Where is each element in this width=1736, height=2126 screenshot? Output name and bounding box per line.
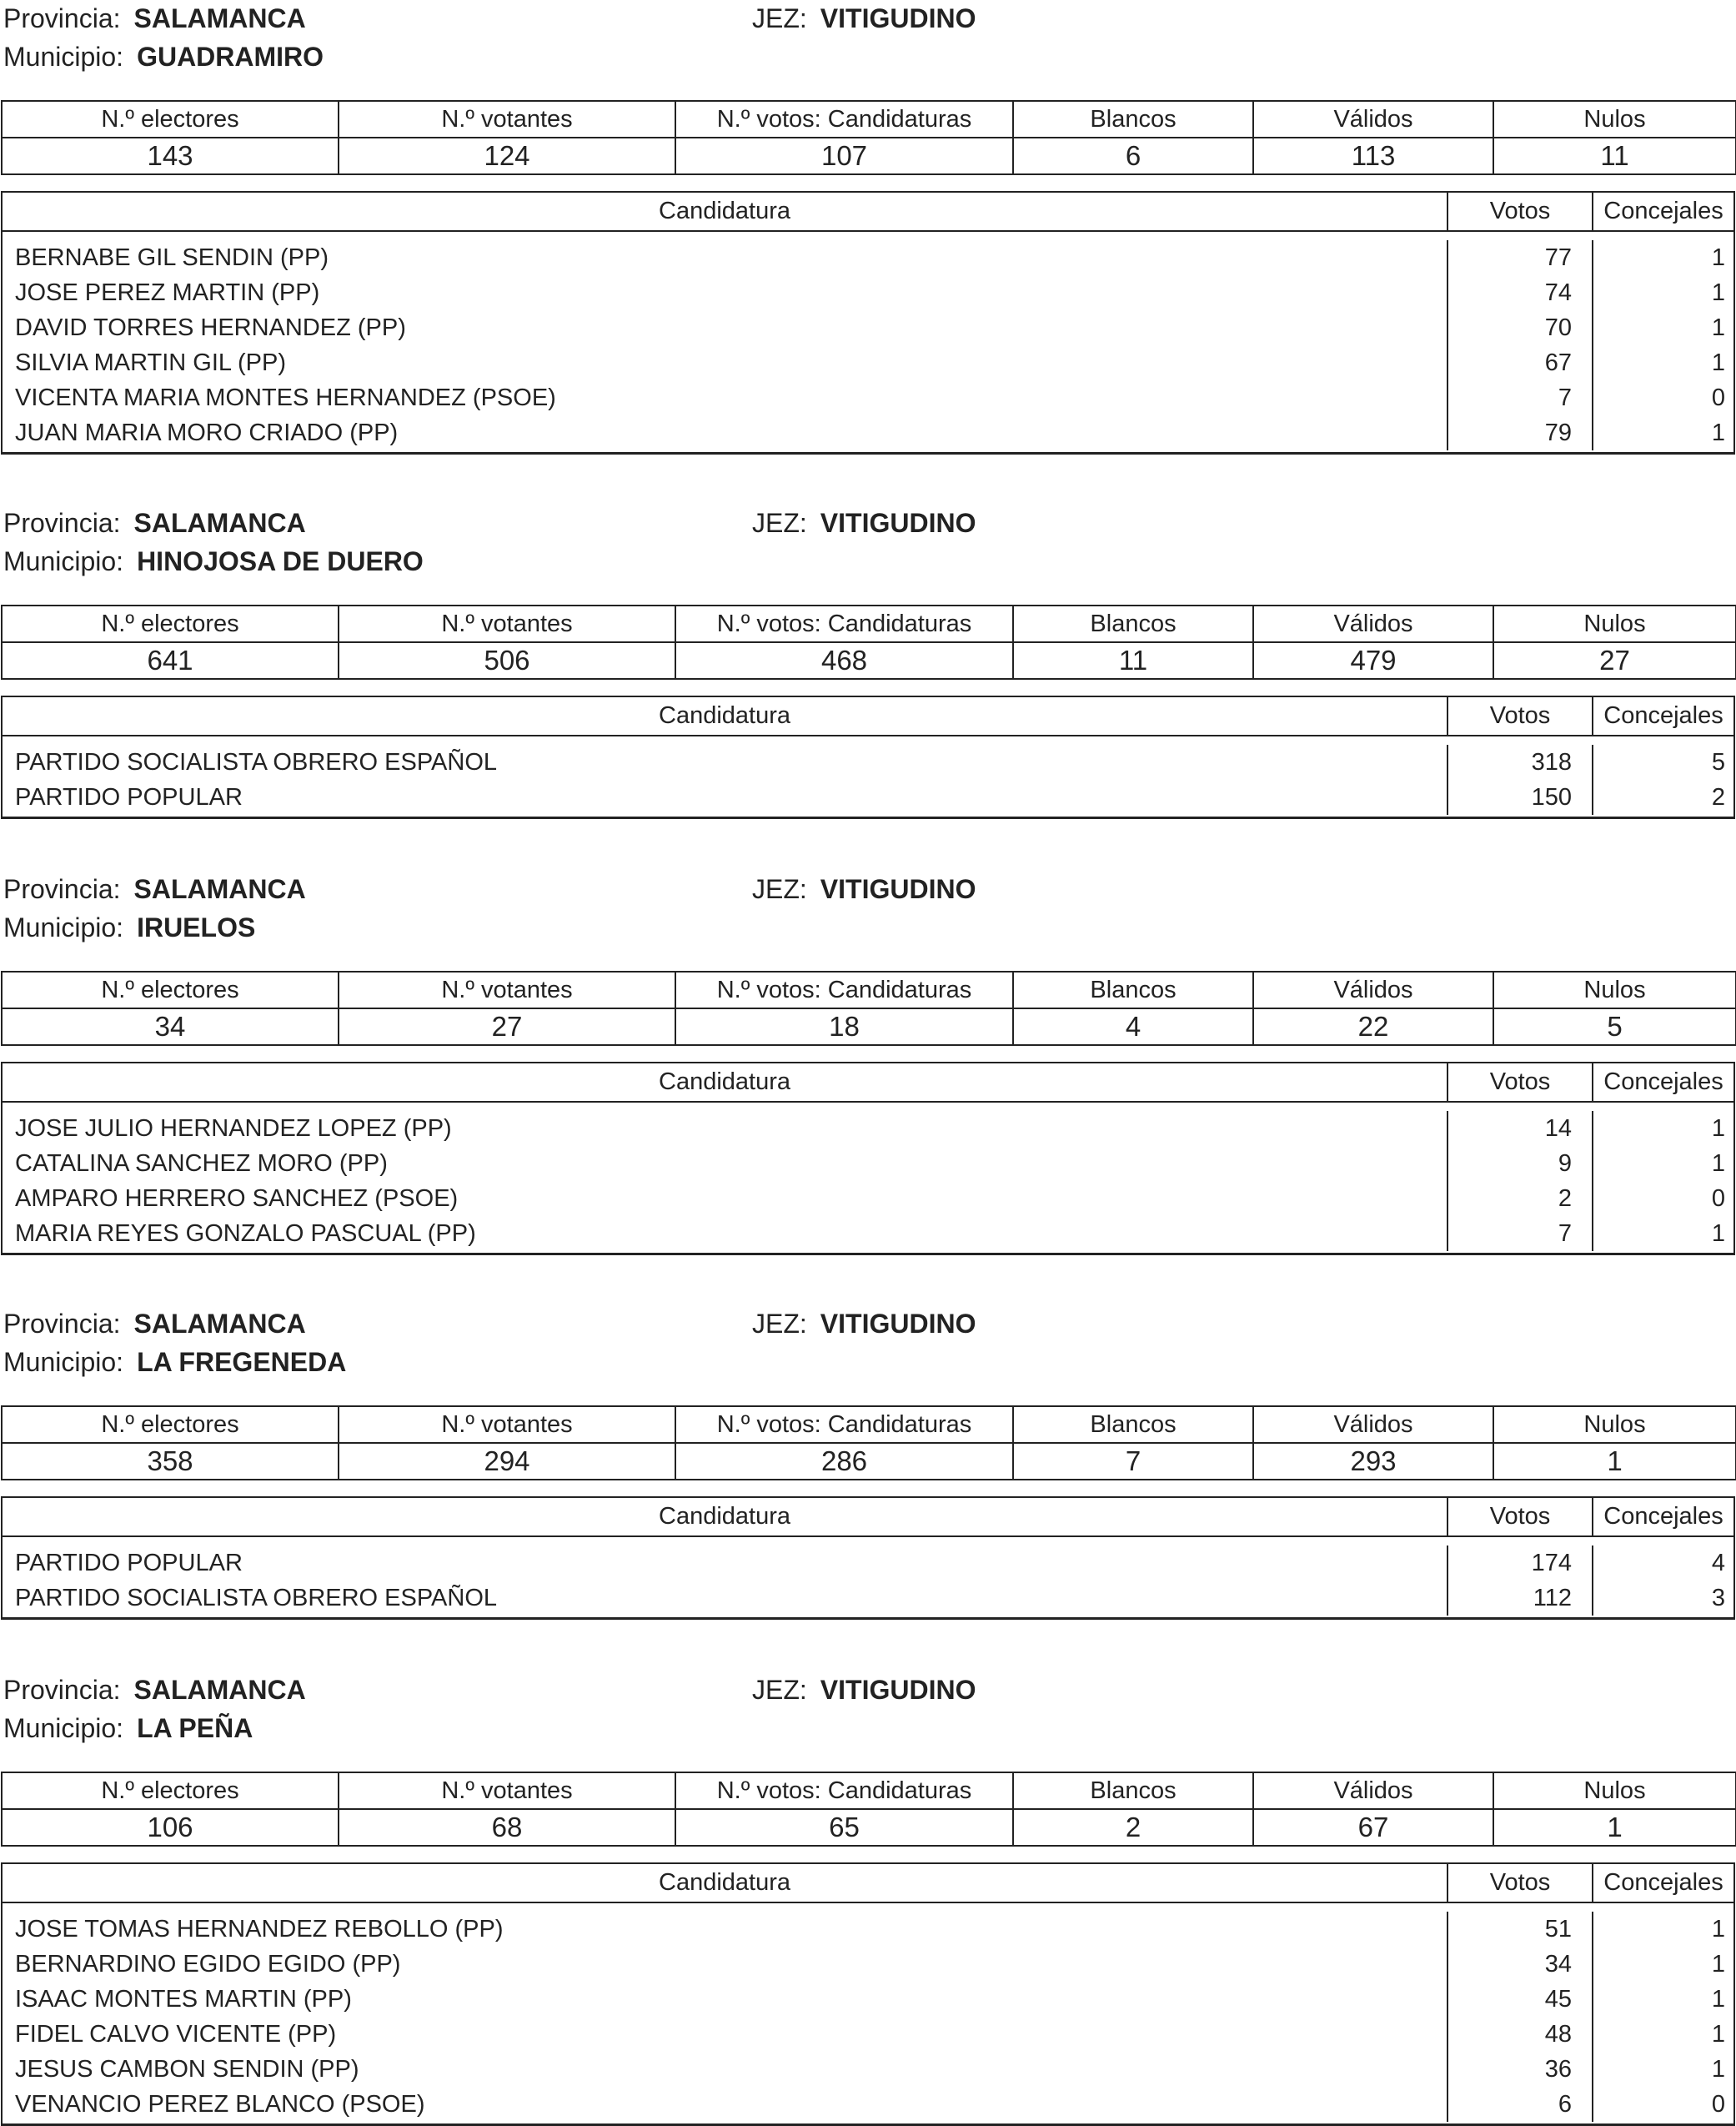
municipio-label: Municipio: [3,912,124,942]
candidate-votos: 318 [1531,749,1572,776]
stats-header-cell: N.º votantes [339,972,675,1008]
provincia-value: SALAMANCA [133,1309,306,1339]
stats-header-cell: N.º votantes [339,1772,675,1809]
jez-value: VITIGUDINO [820,874,976,904]
candidate-votos: 74 [1544,279,1572,306]
candidatura-header: Candidatura [659,1869,790,1896]
municipio-label: Municipio: [3,42,124,72]
candidate-concejales: 1 [1711,2021,1725,2048]
candidate-concejales: 0 [1711,2091,1725,2118]
candidate-votos: 7 [1558,384,1572,411]
candidate-votos: 9 [1558,1150,1572,1177]
stats-value-cell: 22 [1253,1008,1493,1045]
provincia-value: SALAMANCA [133,3,306,33]
candidate-name-column [3,1912,1447,2122]
candidatura-header: Candidatura [659,1068,790,1095]
stats-header-row [2,972,1736,1008]
candidate-name: MARIA REYES GONZALO PASCUAL (PP) [15,1220,476,1247]
candidates-header-row [3,1063,1733,1103]
candidate-votos: 174 [1531,1550,1572,1576]
candidate-name: ISAAC MONTES MARTIN (PP) [15,1986,352,2013]
provincia-label: Provincia: [3,508,121,538]
provincia-label: Provincia: [3,1675,121,1705]
candidate-name-column [3,240,1447,450]
jez-line [752,872,976,906]
candidate-concejales: 0 [1711,384,1725,411]
provincia-line [3,506,306,540]
stats-table [1,100,1736,175]
candidate-votos: 77 [1544,244,1572,271]
candidate-concejales: 1 [1711,1115,1725,1142]
candidate-name-column [3,1545,1447,1616]
stats-value-cell: 4 [1013,1008,1253,1045]
provincia-label: Provincia: [3,874,121,904]
votos-column [1447,1912,1592,2122]
stats-header-cell: N.º votantes [339,101,675,138]
candidate-name-column [3,1111,1447,1251]
votos-header: Votos [1447,193,1592,230]
stats-value-cell: 6 [1013,138,1253,174]
stats-header-cell: Blancos [1013,606,1253,642]
jez-line [752,2,976,35]
stats-value-cell: 468 [675,642,1013,679]
candidate-name: JOSE TOMAS HERNANDEZ REBOLLO (PP) [15,1916,504,1943]
candidate-concejales: 1 [1711,1220,1725,1247]
jez-line [752,1673,976,1706]
votos-column [1447,1111,1592,1251]
candidates-header-row [3,193,1733,232]
candidate-concejales: 1 [1711,420,1725,446]
stats-table [1,1405,1736,1480]
municipio-line [3,1711,253,1745]
candidate-name: PARTIDO POPULAR [15,1550,243,1576]
candidate-concejales: 1 [1711,349,1725,376]
provincia-line [3,2,306,35]
candidate-name: PARTIDO SOCIALISTA OBRERO ESPAÑOL [15,1585,498,1611]
jez-label: JEZ: [752,1309,807,1339]
candidate-concejales: 1 [1711,1951,1725,1978]
stats-value-cell: 7 [1013,1443,1253,1480]
provincia-label: Provincia: [3,1309,121,1339]
candidates-table [1,191,1735,455]
stats-value-cell: 65 [675,1809,1013,1846]
stats-value-cell: 27 [1493,642,1736,679]
candidates-table [1,1062,1735,1255]
candidate-votos: 150 [1531,784,1572,811]
jez-label: JEZ: [752,1675,807,1705]
candidates-table [1,1862,1735,2126]
candidate-name: JOSE JULIO HERNANDEZ LOPEZ (PP) [15,1115,452,1142]
concejales-column [1592,240,1733,450]
stats-header-cell: N.º electores [2,1772,339,1809]
stats-header-cell: N.º votantes [339,606,675,642]
candidate-votos: 45 [1544,1986,1572,2013]
candidates-body [3,736,1733,817]
stats-header-cell: Válidos [1253,606,1493,642]
candidate-votos: 48 [1544,2021,1572,2048]
candidate-votos: 6 [1558,2091,1572,2118]
stats-value-cell: 106 [2,1809,339,1846]
candidate-name: PARTIDO SOCIALISTA OBRERO ESPAÑOL [15,749,498,776]
stats-value-cell: 2 [1013,1809,1253,1846]
candidate-name: JOSE PEREZ MARTIN (PP) [15,279,320,306]
votos-header: Votos [1447,1864,1592,1902]
candidate-name: PARTIDO POPULAR [15,784,243,811]
municipio-line [3,1345,346,1379]
stats-header-cell: N.º electores [2,101,339,138]
candidate-concejales: 1 [1711,279,1725,306]
candidate-concejales: 5 [1711,749,1725,776]
provincia-line [3,872,306,906]
candidate-name: AMPARO HERRERO SANCHEZ (PSOE) [15,1185,459,1212]
municipio-value: LA FREGENEDA [137,1347,347,1377]
candidate-concejales: 1 [1711,244,1725,271]
stats-value-cell: 107 [675,138,1013,174]
municipio-label: Municipio: [3,1347,124,1377]
stats-header-cell: N.º votos: Candidaturas [675,101,1013,138]
candidate-name: VENANCIO PEREZ BLANCO (PSOE) [15,2091,425,2118]
candidate-votos: 34 [1544,1951,1572,1978]
stats-table [1,1772,1736,1847]
candidate-name: BERNABE GIL SENDIN (PP) [15,244,329,271]
stats-value-cell: 293 [1253,1443,1493,1480]
candidate-votos: 51 [1544,1916,1572,1943]
stats-header-cell: Blancos [1013,101,1253,138]
jez-value: VITIGUDINO [820,508,976,538]
candidates-header-row [3,697,1733,736]
stats-value-cell: 113 [1253,138,1493,174]
stats-value-cell: 641 [2,642,339,679]
stats-value-cell: 11 [1013,642,1253,679]
stats-header-cell: Blancos [1013,1772,1253,1809]
stats-value-row [2,1008,1736,1045]
candidate-concejales: 1 [1711,1916,1725,1943]
stats-value-cell: 506 [339,642,675,679]
stats-value-cell: 1 [1493,1443,1736,1480]
candidatura-header: Candidatura [659,198,790,224]
candidate-name: VICENTA MARIA MONTES HERNANDEZ (PSOE) [15,384,556,411]
stats-header-cell: N.º votos: Candidaturas [675,606,1013,642]
candidates-body [3,232,1733,452]
jez-line [752,1307,976,1340]
candidate-concejales: 0 [1711,1185,1725,1212]
candidates-body [3,1903,1733,2123]
candidate-concejales: 1 [1711,2056,1725,2083]
candidate-votos: 112 [1533,1585,1572,1611]
candidate-votos: 70 [1544,314,1572,341]
candidate-name: SILVIA MARTIN GIL (PP) [15,349,286,376]
candidate-name: BERNARDINO EGIDO EGIDO (PP) [15,1951,401,1978]
stats-header-cell: Válidos [1253,1772,1493,1809]
jez-label: JEZ: [752,508,807,538]
jez-label: JEZ: [752,874,807,904]
candidate-votos: 79 [1544,420,1572,446]
concejales-header: Concejales [1592,1498,1733,1535]
stats-header-cell: N.º votos: Candidaturas [675,1406,1013,1443]
concejales-header: Concejales [1592,1864,1733,1902]
stats-header-cell: Válidos [1253,101,1493,138]
stats-header-cell: Nulos [1493,1772,1736,1809]
stats-value-row [2,1443,1736,1480]
stats-value-cell: 143 [2,138,339,174]
provincia-value: SALAMANCA [133,874,306,904]
municipio-value: GUADRAMIRO [137,42,324,72]
votos-column [1447,1545,1592,1616]
stats-header-cell: Válidos [1253,1406,1493,1443]
stats-header-row [2,1772,1736,1809]
candidate-name: JUAN MARIA MORO CRIADO (PP) [15,420,399,446]
jez-value: VITIGUDINO [820,3,976,33]
votos-header: Votos [1447,1063,1592,1101]
stats-value-cell: 286 [675,1443,1013,1480]
candidate-concejales: 1 [1711,314,1725,341]
candidate-votos: 67 [1544,349,1572,376]
stats-table [1,971,1736,1046]
stats-header-cell: Nulos [1493,1406,1736,1443]
concejales-header: Concejales [1592,193,1733,230]
stats-value-cell: 124 [339,138,675,174]
votos-header: Votos [1447,697,1592,735]
votos-column [1447,240,1592,450]
candidate-concejales: 2 [1711,784,1725,811]
candidate-name: JESUS CAMBON SENDIN (PP) [15,2056,359,2083]
candidate-name: CATALINA SANCHEZ MORO (PP) [15,1150,388,1177]
municipio-label: Municipio: [3,546,124,576]
votos-header: Votos [1447,1498,1592,1535]
candidatura-header: Candidatura [659,1503,790,1530]
concejales-column [1592,1545,1733,1616]
stats-header-cell: Blancos [1013,1406,1253,1443]
candidate-name: FIDEL CALVO VICENTE (PP) [15,2021,337,2048]
municipio-line [3,545,424,578]
candidate-votos: 7 [1558,1220,1572,1247]
stats-header-cell: Válidos [1253,972,1493,1008]
stats-header-cell: Nulos [1493,606,1736,642]
candidate-votos: 36 [1544,2056,1572,2083]
stats-header-cell: N.º votantes [339,1406,675,1443]
stats-value-cell: 11 [1493,138,1736,174]
municipio-label: Municipio: [3,1713,124,1743]
stats-value-cell: 67 [1253,1809,1493,1846]
stats-header-cell: Blancos [1013,972,1253,1008]
jez-value: VITIGUDINO [820,1309,976,1339]
stats-table [1,605,1736,680]
municipio-value: IRUELOS [137,912,256,942]
provincia-value: SALAMANCA [133,1675,306,1705]
municipio-line [3,40,324,73]
stats-value-row [2,138,1736,174]
provincia-label: Provincia: [3,3,121,33]
candidates-body [3,1537,1733,1617]
concejales-column [1592,1912,1733,2122]
stats-header-cell: N.º electores [2,1406,339,1443]
stats-value-cell: 358 [2,1443,339,1480]
candidate-votos: 14 [1544,1115,1572,1142]
municipio-value: LA PEÑA [137,1713,253,1743]
jez-line [752,506,976,540]
stats-header-row [2,101,1736,138]
stats-value-cell: 68 [339,1809,675,1846]
candidate-concejales: 1 [1711,1150,1725,1177]
candidates-header-row [3,1864,1733,1903]
candidate-name-column [3,745,1447,815]
candidate-concejales: 3 [1711,1585,1725,1611]
stats-header-cell: N.º electores [2,972,339,1008]
stats-header-row [2,1406,1736,1443]
concejales-header: Concejales [1592,697,1733,735]
stats-value-row [2,642,1736,679]
candidate-name: DAVID TORRES HERNANDEZ (PP) [15,314,406,341]
stats-value-cell: 294 [339,1443,675,1480]
stats-value-cell: 34 [2,1008,339,1045]
candidate-votos: 2 [1558,1185,1572,1212]
provincia-line [3,1307,306,1340]
municipio-value: HINOJOSA DE DUERO [137,546,424,576]
stats-value-row [2,1809,1736,1846]
concejales-header: Concejales [1592,1063,1733,1101]
candidates-table [1,1496,1735,1620]
provincia-line [3,1673,306,1706]
stats-header-cell: Nulos [1493,972,1736,1008]
stats-header-row [2,606,1736,642]
stats-header-cell: N.º votos: Candidaturas [675,1772,1013,1809]
stats-value-cell: 18 [675,1008,1013,1045]
candidatura-header: Candidatura [659,702,790,729]
concejales-column [1592,745,1733,815]
jez-label: JEZ: [752,3,807,33]
candidates-table [1,696,1735,819]
candidates-header-row [3,1498,1733,1537]
jez-value: VITIGUDINO [820,1675,976,1705]
concejales-column [1592,1111,1733,1251]
votos-column [1447,745,1592,815]
candidates-body [3,1103,1733,1253]
provincia-value: SALAMANCA [133,508,306,538]
candidate-concejales: 4 [1711,1550,1725,1576]
stats-value-cell: 1 [1493,1809,1736,1846]
stats-value-cell: 27 [339,1008,675,1045]
stats-header-cell: Nulos [1493,101,1736,138]
stats-header-cell: N.º votos: Candidaturas [675,972,1013,1008]
stats-header-cell: N.º electores [2,606,339,642]
municipio-line [3,911,255,944]
stats-value-cell: 5 [1493,1008,1736,1045]
stats-value-cell: 479 [1253,642,1493,679]
candidate-concejales: 1 [1711,1986,1725,2013]
